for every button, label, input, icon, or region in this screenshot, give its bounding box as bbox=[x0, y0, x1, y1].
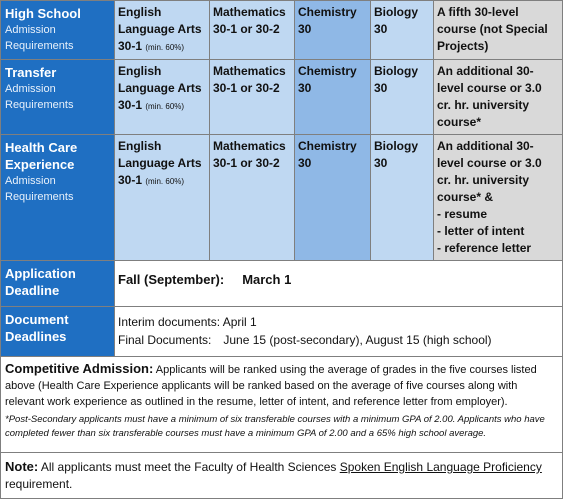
biology-cell: Biology 30 bbox=[371, 135, 434, 261]
row-header-high-school bbox=[1, 1, 115, 60]
row-header-transfer bbox=[1, 60, 115, 135]
row-subtitle: Admission Requirements bbox=[5, 83, 74, 111]
competitive-text: Applicants will be ranked using the average of grades in the five courses listed above (Health Care Experience applicants will be ranked based on the average of five courses along with relevant work experience as outlined in the resume, letter of intent, and reference letter from employer). bbox=[5, 364, 537, 408]
note-text: All applicants must meet the Faculty of Health Sciences bbox=[40, 460, 337, 474]
row-title: Health Care Experience bbox=[5, 140, 78, 172]
table-row-document-deadlines bbox=[1, 307, 563, 357]
math-cell: Mathematics 30-1 or 30-2 bbox=[210, 135, 295, 261]
table-row-note bbox=[1, 453, 563, 499]
list-item: - resume bbox=[437, 207, 488, 221]
math-cell: Mathematics 30-1 or 30-2 bbox=[210, 60, 295, 135]
note-label: Note: bbox=[5, 459, 39, 474]
table-row-application-deadline bbox=[1, 261, 563, 307]
row-header-document-deadlines: Document Deadlines bbox=[1, 307, 115, 357]
english-min-note: (min. 60%) bbox=[145, 102, 185, 111]
deadline-term: Fall (September): bbox=[118, 272, 225, 287]
row-header-application-deadline: Application Deadline bbox=[1, 261, 115, 307]
note-end: requirement. bbox=[5, 477, 73, 491]
list-item: - reference letter bbox=[437, 241, 532, 255]
competitive-label: Competitive Admission: bbox=[5, 361, 154, 376]
chemistry-cell: Chemistry 30 bbox=[295, 60, 371, 135]
note-cell bbox=[1, 453, 563, 499]
chemistry-cell: Chemistry 30 bbox=[295, 135, 371, 261]
table-row-competitive-admission bbox=[1, 357, 563, 453]
english-cell: English Language Arts 30-1 (min. 60%) bbox=[115, 1, 210, 60]
fifth-course-cell: An additional 30-level course or 3.0 cr. hr. university course* bbox=[434, 60, 563, 135]
math-cell: Mathematics 30-1 or 30-2 bbox=[210, 1, 295, 60]
table-row-transfer bbox=[1, 60, 563, 135]
english-cell: English Language Arts 30-1 (min. 60%) bbox=[115, 60, 210, 135]
competitive-admission-cell bbox=[1, 357, 563, 453]
application-deadline-cell bbox=[115, 261, 563, 307]
english-min-note: (min. 60%) bbox=[145, 43, 185, 52]
english-min-note: (min. 60%) bbox=[145, 177, 185, 186]
competitive-footnote: *Post-Secondary applicants must have a minimum of six transferable courses with a minimum GPA of 2.00. Applicants who have completed fewer than six transferable courses must have a minimum GPA of 2.00 and a 65% high school average. bbox=[5, 414, 545, 439]
table-row-high-school bbox=[1, 1, 563, 60]
row-title: High School bbox=[5, 6, 81, 21]
row-subtitle: Admission Requirements bbox=[5, 175, 74, 203]
biology-cell: Biology 30 bbox=[371, 1, 434, 60]
interim-deadline: Interim documents: April 1 bbox=[118, 315, 257, 329]
list-item: - letter of intent bbox=[437, 224, 525, 238]
document-deadlines-cell bbox=[115, 307, 563, 357]
fifth-course-cell: A fifth 30-level course (not Special Projects) bbox=[434, 1, 563, 60]
final-deadline: Final Documents: June 15 (post-secondary), August 15 (high school) bbox=[118, 333, 492, 347]
additional-requirements-cell bbox=[434, 135, 563, 261]
chemistry-cell: Chemistry 30 bbox=[295, 1, 371, 60]
table-row-health-care bbox=[1, 135, 563, 261]
deadline-date: March 1 bbox=[242, 272, 292, 287]
required-documents-list bbox=[437, 206, 559, 257]
additional-course-text: An additional 30-level course or 3.0 cr. hr. university course* & bbox=[437, 139, 542, 204]
english-cell: English Language Arts 30-1 (min. 60%) bbox=[115, 135, 210, 261]
row-title: Transfer bbox=[5, 65, 57, 80]
row-subtitle: Admission Requirements bbox=[5, 24, 74, 52]
spoken-english-link[interactable]: Spoken English Language Proficiency bbox=[339, 460, 542, 474]
row-header-health-care bbox=[1, 135, 115, 261]
biology-cell: Biology 30 bbox=[371, 60, 434, 135]
